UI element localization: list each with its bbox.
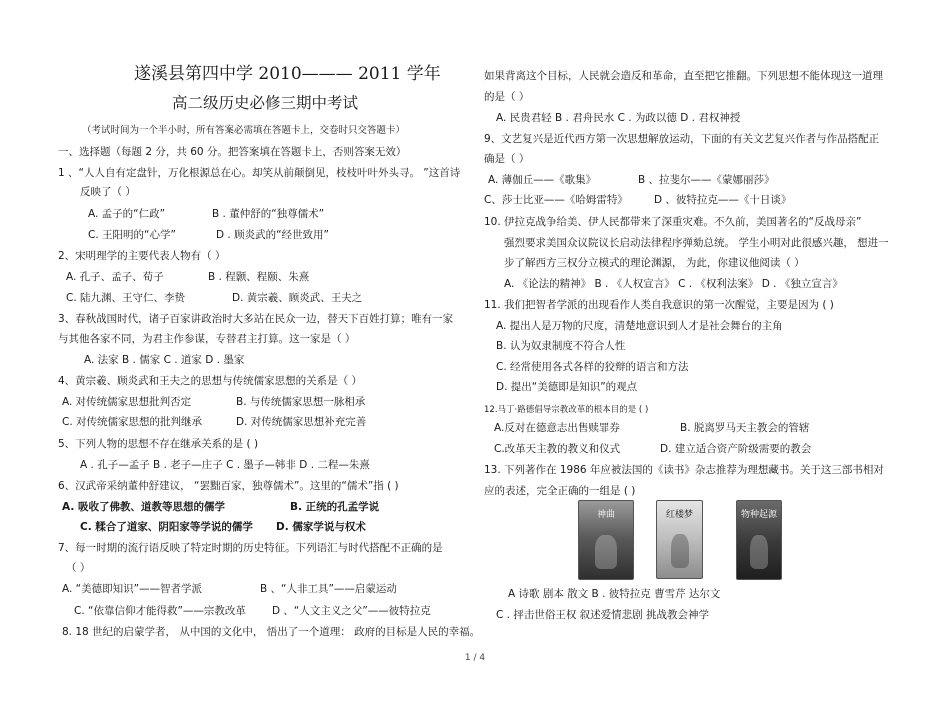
exam-subtitle: 高二级历史必修三期中考试	[172, 94, 359, 112]
q4-option-a: A. 对传统儒家思想批判否定	[62, 396, 192, 408]
q2-option-c: C. 陆九渊、王守仁、李贽	[66, 292, 186, 304]
book-title: 物种起源	[740, 510, 777, 520]
q7-option-b: B 、“人非工具”——启蒙运动	[260, 583, 397, 595]
q10-options: A. 《论法的精神》 B . 《人权宣言》 C . 《权利法案》 D . 《独立宣言》	[504, 278, 843, 290]
q6-stem: 6、汉武帝采纳董仲舒建议， “罢黜百家，独尊儒术”。这里的“儒术”指 ( )	[58, 480, 399, 492]
q4-option-b: B. 与传统儒家思想一脉相承	[236, 396, 366, 408]
book-cover-divine-comedy	[578, 500, 634, 580]
q4-option-c: C. 对传统儒家思想的批判继承	[62, 416, 203, 428]
q1-line2: 反映了（ ）	[80, 186, 136, 198]
book-title: 红楼梦	[665, 510, 693, 520]
q2-option-b: B . 程颢、程颐、朱熹	[208, 271, 310, 283]
q12-option-b: B. 脱离罗马天主教会的管辖	[680, 422, 810, 434]
q8-options: A. 民贵君轻 B . 君舟民水 C . 为政以德 D . 君权神授	[496, 112, 741, 124]
page-number: 1 / 4	[464, 653, 486, 663]
q9-option-d: D 、彼特拉克——《十日谈》	[654, 194, 792, 206]
q11-option-b: B. 认为奴隶制度不符合人性	[496, 340, 626, 352]
figure-illustration	[750, 535, 768, 569]
q7-option-a: A. “美德即知识”——智者学派	[62, 583, 203, 595]
q1-option-c: C. 王阳明的“心学”	[88, 229, 176, 241]
q6-option-d: D. 儒家学说与权术	[276, 521, 366, 533]
q9-option-b: B 、拉斐尔——《蒙娜丽莎》	[638, 174, 775, 186]
q13-options-ab: A 诗歌 剧本 散文 B . 彼特拉克 曹雪芹 达尔文	[508, 588, 721, 600]
q3-line2: 与其他各家不同，为君主作参谋，专替君主打算。这一家是（ ）	[58, 333, 356, 345]
figure-illustration	[595, 535, 617, 569]
q9-line2: 确是（ ）	[484, 153, 530, 165]
q10-line3: 步了解西方三权分立模式的理论渊源， 为此，你建议他阅读（ ）	[504, 257, 805, 269]
book-cover-origin-of-species	[736, 500, 782, 580]
q12-option-c: C.改革天主教的教义和仪式	[494, 443, 621, 455]
q7-option-d: D 、“人文主义之父”——彼特拉克	[272, 605, 431, 617]
q1-option-d: D . 顾炎武的“经世致用”	[216, 229, 329, 241]
q5-stem: 5、下列人物的思想不存在继承关系的是 ( )	[58, 438, 259, 450]
q1-option-b: B . 董仲舒的“独尊儒术”	[212, 208, 325, 220]
q11-option-a: A. 提出人是万物的尺度，清楚地意识到人才是社会舞台的主角	[496, 320, 783, 332]
q12-stem: 12.马丁·路德倡导宗教改革的根本目的是 ( )	[484, 405, 649, 415]
q4-option-d: D. 对传统儒家思想补充完善	[236, 416, 367, 428]
q9-line1: 9、文艺复兴是近代西方第一次思想解放运动，下面的有关文艺复兴作者与作品搭配正	[484, 133, 880, 145]
q8-line3: 的是（ ）	[484, 91, 530, 103]
q13-line2: 应的表述，完全正确的一组是 ( )	[484, 485, 636, 497]
q5-options: A . 孔子—孟子 B . 老子—庄子 C . 墨子—韩非 D . 二程—朱熹	[80, 459, 370, 471]
q8-line1: 8. 18 世纪的启蒙学者， 从中国的文化中， 悟出了一个道理： 政府的目标是人民的幸福。	[62, 626, 481, 638]
q1-line1: 1 、“人人自有定盘针，万化根源总在心。却笑从前颠倒见，枝枝叶叶外头寻。 ”这首诗	[58, 167, 461, 179]
q6-option-a: A. 吸收了佛教、道教等思想的儒学	[62, 501, 225, 513]
q9-option-c: C、莎士比亚——《哈姆雷特》	[484, 194, 628, 206]
book-cover-dream-red-chamber	[656, 500, 703, 579]
q8-line2: 如果背离这个目标，人民就会造反和革命，直至把它推翻。下列思想不能体现这一道理	[484, 70, 883, 82]
q3-line1: 3、春秋战国时代，诸子百家讲政治时大多站在民众一边，替天下百姓打算；唯有一家	[58, 313, 454, 325]
q13-line1: 13. 下列著作在 1986 年应被法国的《读书》杂志推荐为理想藏书。关于这三部书相对	[484, 464, 884, 476]
q11-option-d: D. 提出“美德即是知识”的观点	[496, 381, 638, 393]
q2-option-a: A. 孔子、孟子、荀子	[66, 271, 164, 283]
figure-illustration	[671, 534, 689, 568]
q9-option-a: A. 薄伽丘——《歌集》	[488, 174, 597, 186]
q7-line1: 7、每一时期的流行语反映了特定时期的历史特征。下列语汇与时代搭配不正确的是	[58, 542, 443, 554]
q7-option-c: C. “依靠信仰才能得救”——宗教改革	[74, 605, 246, 617]
q4-stem: 4、黄宗羲、顾炎武和王夫之的思想与传统儒家思想的关系是（ ）	[58, 375, 363, 387]
q1-option-a: A. 孟子的“仁政”	[88, 208, 166, 220]
q6-option-c: C. 糅合了道家、阴阳家等学说的儒学	[80, 521, 253, 533]
q12-option-a: A.反对在德意志出售赎罪券	[494, 422, 620, 434]
book-title: 神曲	[596, 510, 615, 520]
q11-option-c: C. 经常使用各式各样的狡辩的语言和方法	[496, 361, 689, 373]
q6-option-b: B. 正统的孔孟学说	[290, 501, 380, 513]
q12-option-d: D. 建立适合资产阶级需要的教会	[660, 443, 812, 455]
q13-option-c: C . 抨击世俗王权 叙述爱情悲剧 挑战教会神学	[496, 609, 710, 621]
exam-note: （考试时间为一个半小时，所有答案必需填在答题卡上，交卷时只交答题卡）	[82, 125, 406, 136]
q11-stem: 11. 我们把智者学派的出现看作人类自我意识的第一次醒觉，主要是因为 ( )	[484, 299, 834, 311]
q10-line2: 强烈要求美国众议院议长启动法律程序弹劾总统。 学生小明对此很感兴趣， 想进一	[504, 237, 889, 249]
section-heading: 一、选择题（每题 2 分，共 60 分。把答案填在答题卡上，否则答案无效）	[58, 146, 407, 158]
q2-option-d: D. 黄宗羲、顾炎武、王夫之	[232, 292, 363, 304]
exam-title: 遂溪县第四中学 2010——— 2011 学年	[134, 64, 441, 84]
q3-options: A. 法家 B . 儒家 C . 道家 D . 墨家	[84, 354, 245, 366]
q2-stem: 2、宋明理学的主要代表人物有（ ）	[58, 250, 226, 262]
q10-line1: 10. 伊拉克战争给美、伊人民都带来了深重灾难。不久前，美国著名的“反战母亲”	[484, 216, 862, 228]
q7-line2: （ ）	[66, 562, 91, 574]
